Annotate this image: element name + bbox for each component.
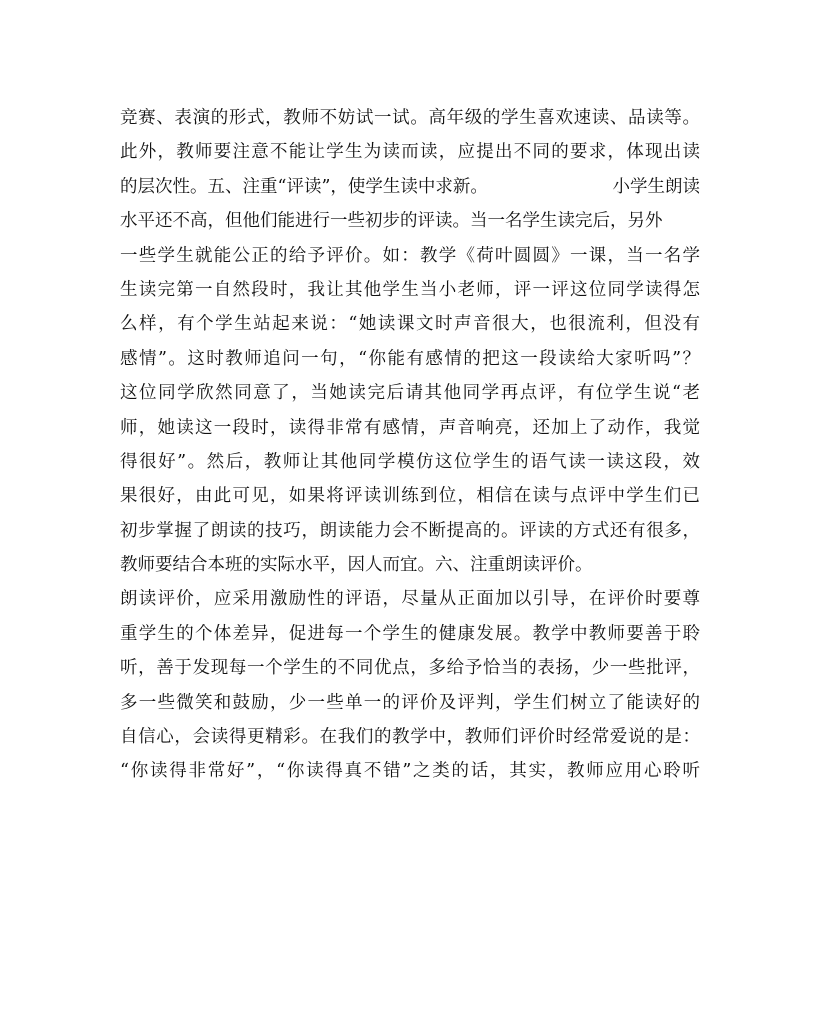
text-line-15: 朗读评价，应采用激励性的评语，尽量从正面加以引导，在评价时要尊 [120, 589, 700, 610]
text-line-10: 师，她读这一段时，读得非常有感情，声音响亮，还加上了动作，我觉 [120, 417, 700, 438]
text-line-3-left: 的层次性。五、注重“评读”，使学生读中求新。 [120, 176, 488, 197]
text-line-13: 初步掌握了朗读的技巧，朗读能力会不断提高的。评读的方式还有很多， [120, 520, 700, 541]
text-line-8: 感情”。这时教师追问一句，“你能有感情的把这一段读给大家听吗”？ [120, 348, 700, 369]
text-line-16: 重学生的个体差异，促进每一个学生的健康发展。教学中教师要善于聆 [120, 623, 700, 644]
text-line-6: 生读完第一自然段时，我让其他学生当小老师，评一评这位同学读得怎 [120, 279, 700, 300]
text-line-5: 一些学生就能公正的给予评价。如：教学《荷叶圆圆》一课，当一名学 [120, 245, 700, 266]
text-line-2: 此外，教师要注意不能让学生为读而读，应提出不同的要求，体现出读 [120, 142, 700, 163]
text-line-18: 多一些微笑和鼓励，少一些单一的评价及评判，学生们树立了能读好的 [120, 692, 700, 713]
text-line-3 [120, 170, 700, 204]
text-line-12: 果很好，由此可见，如果将评读训练到位，相信在读与点评中学生们已 [120, 486, 700, 507]
text-line-19: 自信心，会读得更精彩。在我们的教学中，教师们评价时经常爱说的是： [120, 727, 700, 748]
text-line-3-right: 小学生朗读 [612, 176, 700, 197]
text-line-17: 听，善于发现每一个学生的不同优点，多给予恰当的表扬，少一些批评， [120, 658, 700, 679]
text-line-14: 教师要结合本班的实际水平，因人而宜。六、注重朗读评价。 [120, 555, 593, 576]
text-line-20: “你读得非常好”，“你读得真不错”之类的话，其实，教师应用心聆听 [120, 761, 700, 782]
text-line-1: 竞赛、表演的形式，教师不妨试一试。高年级的学生喜欢速读、品读等。 [120, 108, 700, 128]
text-line-9: 这位同学欣然同意了，当她读完后请其他同学再点评，有位学生说“老 [120, 383, 700, 404]
text-line-11: 得很好”。然后，教师让其他同学模仿这位学生的语气读一读这段，效 [120, 451, 700, 472]
text-line-4: 水平还不高，但他们能进行一些初步的评读。当一名学生读完后，另外 [120, 211, 663, 232]
document-body [120, 101, 700, 789]
text-line-7: 么样，有个学生站起来说：“她读课文时声音很大，也很流利，但没有 [120, 314, 700, 335]
